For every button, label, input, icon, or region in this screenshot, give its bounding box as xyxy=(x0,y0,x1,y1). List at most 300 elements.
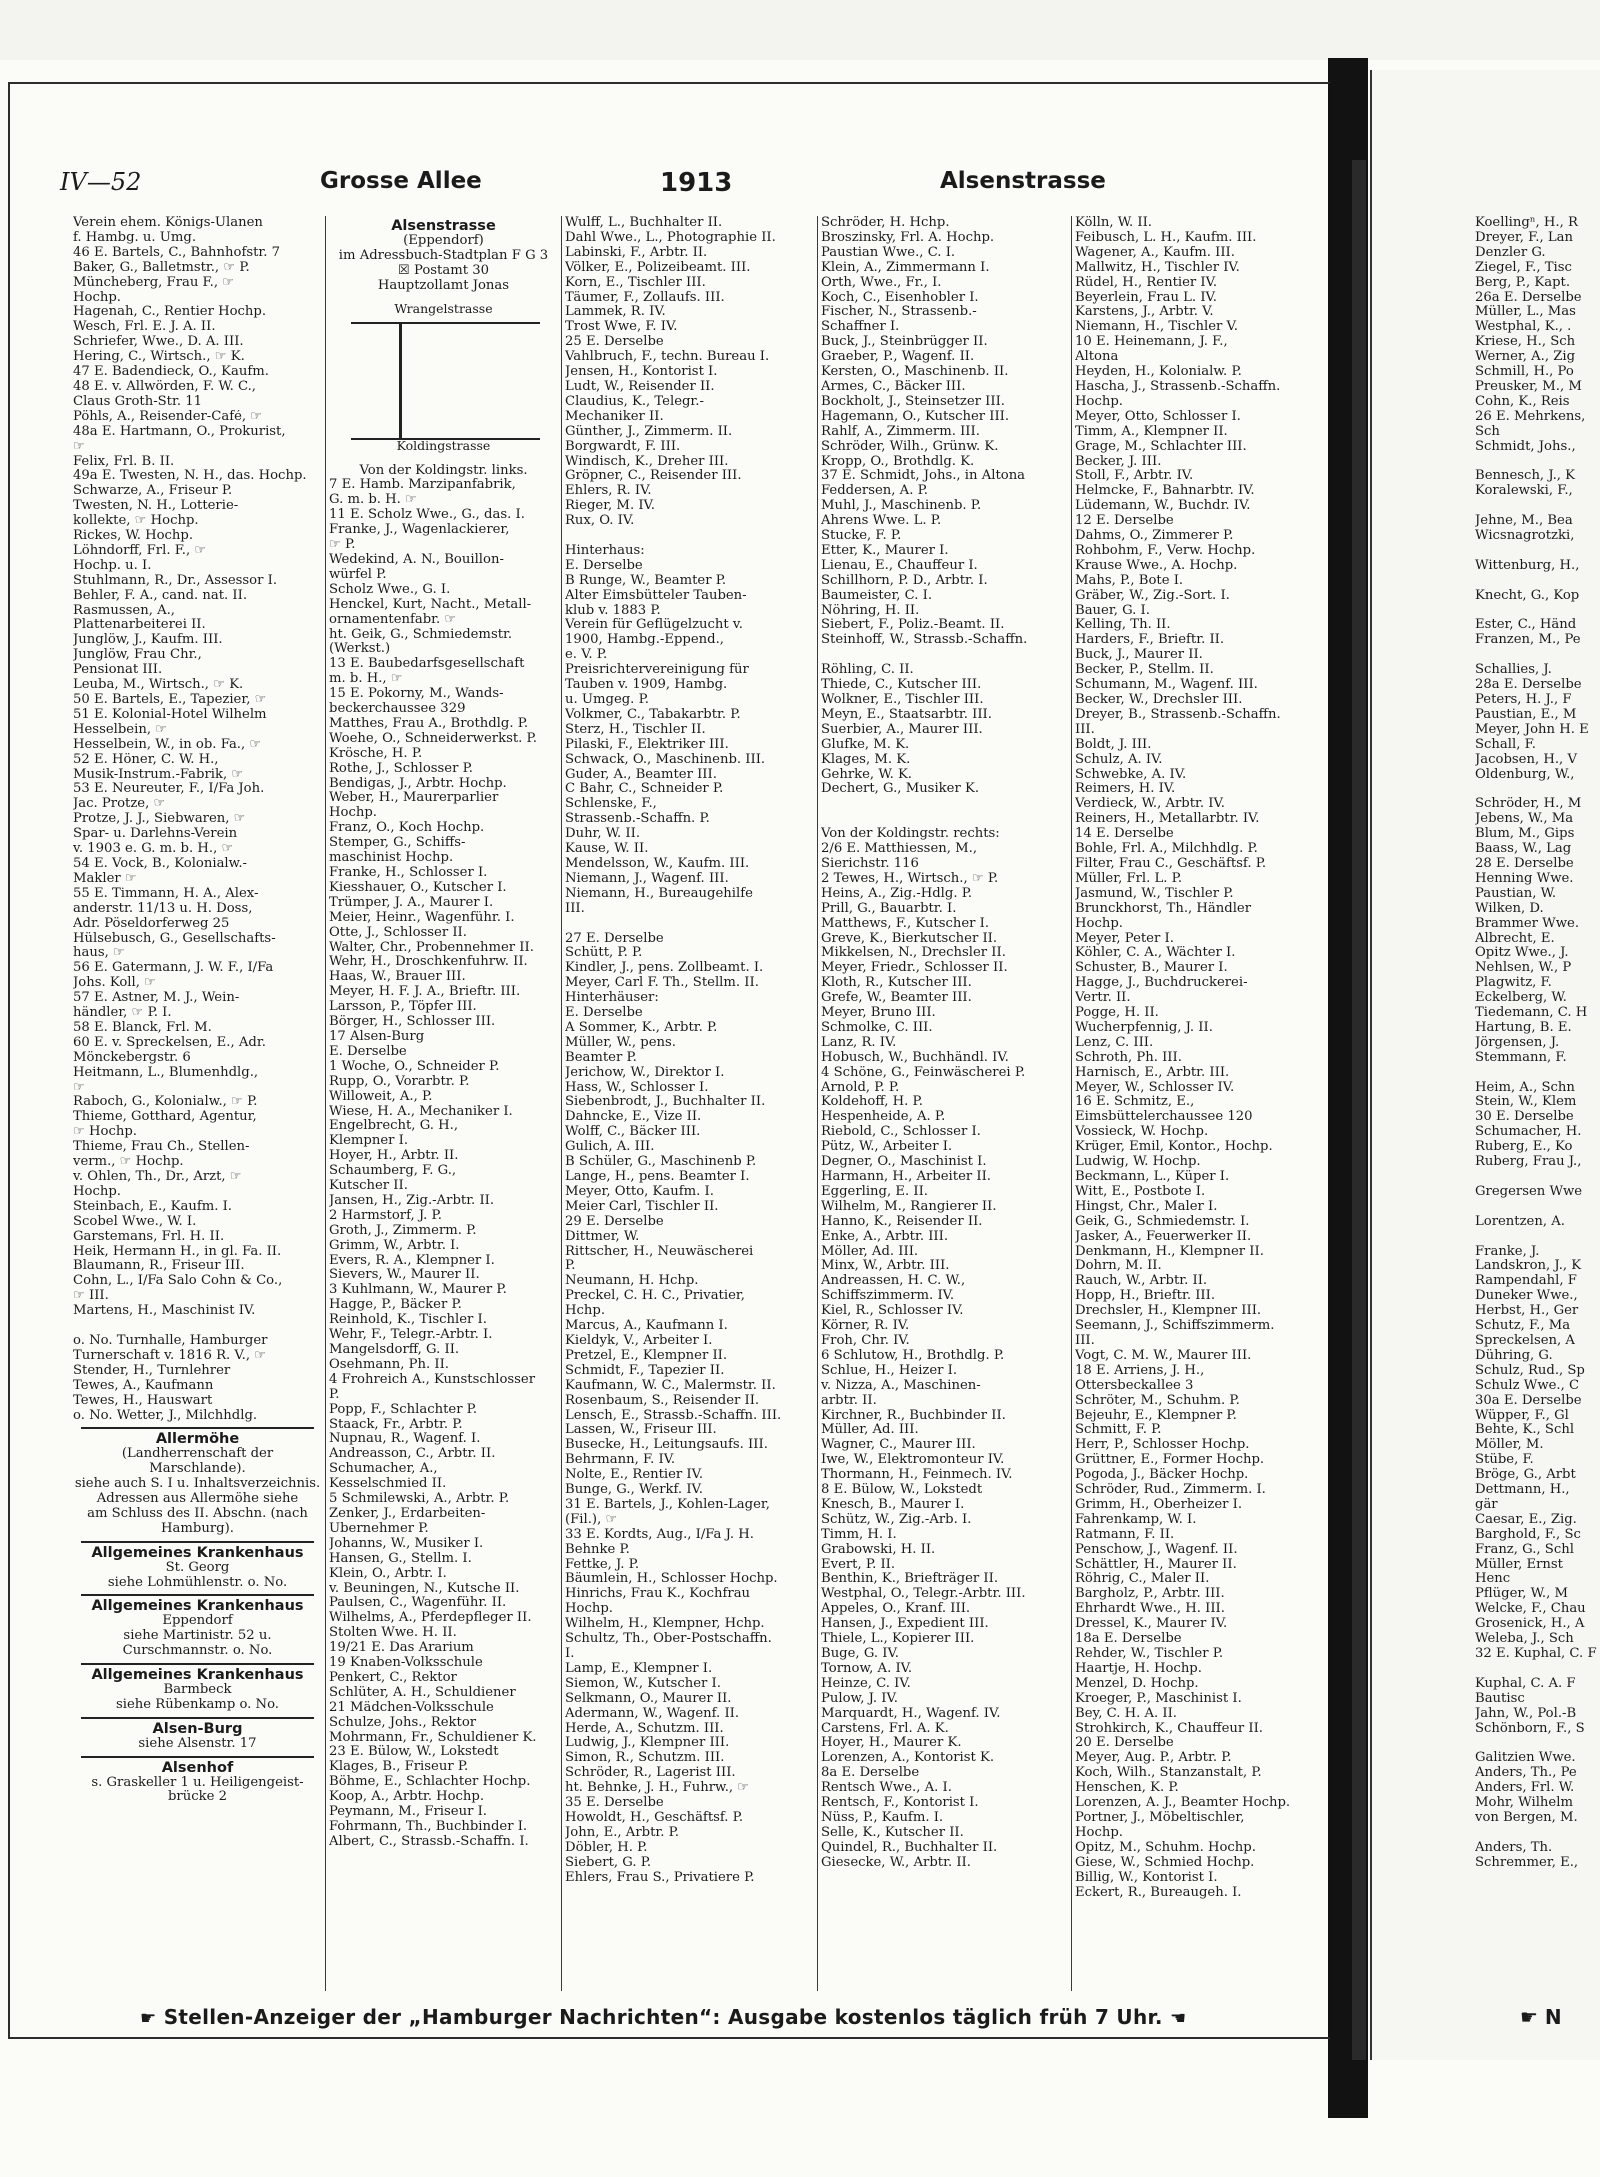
entry-line: Schröder, Rud., Zimmerm. I. xyxy=(1075,1483,1266,1498)
entry-line: 12 E. Derselbe xyxy=(1075,514,1174,529)
entry-line: Pogge, H. II. xyxy=(1075,1006,1159,1021)
facing-page-column xyxy=(1472,216,1600,1991)
entry-line: Heitmann, L., Blumenhdlg., xyxy=(73,1065,259,1080)
entry-line: Beamter P. xyxy=(565,1050,637,1065)
entry-line: Fischer, N., Strassenb.- xyxy=(821,305,977,320)
entry-line: o. No. Turnhalle, Hamburger xyxy=(73,1333,268,1348)
entry-line: Schumann, M., Wagenf. III. xyxy=(1075,678,1258,693)
entry-line: siehe auch S. I u. Inhaltsverzeichnis. xyxy=(74,1477,321,1492)
alsen-burg-heading: Alsen-Burg xyxy=(152,1720,243,1737)
entry-line: 25 E. Derselbe xyxy=(565,335,664,350)
entry-line: 18a E. Derselbe xyxy=(1075,1632,1182,1647)
entry-line: Walter, Chr., Probennehmer II. xyxy=(329,940,534,955)
entry-line: Bey, C. H. A. II. xyxy=(1075,1706,1177,1721)
entry-line: Löhndorff, Frl. F., ☞ xyxy=(73,543,207,558)
entry-line: Sierichstr. 116 xyxy=(821,856,919,871)
entry-line: haus, ☞ xyxy=(73,946,125,961)
entry-line: Muhl, J., Maschinenb. P. xyxy=(821,499,982,514)
entry-line: Rohbohm, F., Verw. Hochp. xyxy=(1075,543,1256,558)
entry-line: Lienau, E., Chauffeur I. xyxy=(821,558,978,573)
entry-line: Schröder, Wilh., Grünw. K. xyxy=(821,439,999,454)
entry-line: siehe Lohmühlenstr. o. No. xyxy=(107,1575,288,1590)
entry-line: Behler, F. A., cand. nat. II. xyxy=(73,588,248,603)
entry-line: Pflüger, W., M xyxy=(1475,1587,1568,1602)
entry-line: Musik-Instrum.-Fabrik, ☞ xyxy=(73,767,244,782)
entry-line: Mönckebergstr. 6 xyxy=(73,1050,191,1065)
entry-line: Meier Carl, Tischler II. xyxy=(565,1199,719,1214)
entry-line: Giese, W., Schmied Hochp. xyxy=(1075,1855,1255,1870)
entry-line: Rothe, J., Schlosser P. xyxy=(329,761,473,776)
entry-line: Schumacher, H. xyxy=(1475,1125,1582,1140)
entry-line: Schulze, Johs., Rektor xyxy=(329,1715,477,1730)
entry-line: Herr, P., Schlosser Hochp. xyxy=(1075,1438,1250,1453)
akh-eppendorf-heading: Allgemeines Krankenhaus xyxy=(91,1598,304,1615)
entry-line: Grimm, H., Oberheizer I. xyxy=(1075,1497,1243,1512)
entry-line: Plagwitz, F. xyxy=(1475,976,1552,991)
entry-line: Paustian Wwe., C. I. xyxy=(821,245,956,260)
entry-line: v. Beuningen, N., Kutsche II. xyxy=(329,1581,520,1596)
entry-line: Hochp. xyxy=(565,1602,613,1617)
entry-line: III. xyxy=(1075,722,1095,737)
entry-line: Börger, H., Schlosser III. xyxy=(329,1015,496,1030)
akh-barmbeck-heading: Allgemeines Krankenhaus xyxy=(91,1667,304,1684)
entry-line: Lamp, E., Klempner I. xyxy=(565,1661,713,1676)
column-2-entries xyxy=(329,478,558,1849)
entry-line: Henckel, Kurt, Nacht., Metall- xyxy=(329,597,532,612)
entry-line: 28a E. Derselbe xyxy=(1475,678,1582,693)
entry-line: Heyden, H., Kolonialw. P. xyxy=(1075,365,1242,380)
entry-line: 54 E. Vock, B., Kolonialw.- xyxy=(73,856,248,871)
entry-line: Grosenick, H., A xyxy=(1475,1617,1585,1632)
entry-line: Franke, H., Schlosser I. xyxy=(329,866,488,880)
entry-line: Hochp. xyxy=(329,806,377,821)
entry-line: Mallwitz, H., Tischler IV. xyxy=(1075,260,1240,275)
entry-line: Greve, K., Bierkutscher II. xyxy=(821,931,998,946)
entry-line: Gehrke, W. K. xyxy=(821,767,912,782)
entry-line: 33 E. Kordts, Aug., I/Fa J. H. xyxy=(565,1527,754,1542)
entry-line: Gregersen Wwe xyxy=(1475,1184,1583,1199)
entry-line: Lensch, E., Strassb.-Schaffn. III. xyxy=(565,1408,782,1423)
entry-line: Hanno, K., Reisender II. xyxy=(821,1214,983,1229)
entry-line: Möller, M. xyxy=(1475,1438,1544,1453)
entry-line: Riebold, C., Schlosser I. xyxy=(821,1125,981,1140)
entry-line xyxy=(1475,499,1597,514)
entry-line: Müller, L., Mas xyxy=(1475,305,1576,320)
entry-line: Bunge, G., Werkf. IV. xyxy=(565,1483,703,1498)
entry-line: Felix, Frl. B. II. xyxy=(73,454,175,469)
entry-line: Fettke, J. P. xyxy=(565,1557,640,1572)
entry-line: Kause, W. II. xyxy=(565,842,649,857)
entry-line: Schultz, Th., Ober-Postschaffn. xyxy=(565,1632,772,1647)
entry-line: Tiedemann, C. H xyxy=(1475,1006,1588,1021)
entry-line: Wulff, L., Buchhalter II. xyxy=(565,216,723,230)
entry-line: Penkert, C., Rektor xyxy=(329,1670,457,1685)
entry-line: Ehrhardt Wwe., H. III. xyxy=(1075,1602,1225,1617)
entry-line: Kirchner, R., Buchbinder II. xyxy=(821,1408,1006,1423)
entry-line: E. Derselbe xyxy=(565,558,643,573)
entry-line: 14 E. Derselbe xyxy=(1075,827,1174,842)
entry-line xyxy=(565,917,814,932)
entry-line: Kuphal, C. A. F xyxy=(1475,1676,1576,1691)
entry-line: Vahlbruch, F., techn. Bureau I. xyxy=(565,350,770,365)
entry-line: Jensen, H., Kontorist I. xyxy=(565,365,718,380)
entry-line: Harnisch, E., Arbtr. III. xyxy=(1075,1065,1230,1080)
entry-line: arbtr. II. xyxy=(821,1393,877,1408)
entry-line: Meyer, H. F. J. A., Brieftr. III. xyxy=(329,985,521,1000)
entry-line: III. xyxy=(565,901,585,916)
entry-line: Paustian, E., M xyxy=(1475,707,1577,722)
entry-line: E. Derselbe xyxy=(565,1006,643,1021)
pointing-hand-icon: ☛ xyxy=(1520,2005,1538,2029)
entry-line: St. Georg xyxy=(165,1560,230,1575)
entry-line: von Bergen, M. xyxy=(1475,1810,1578,1825)
entry-line: Kaufmann, W. C., Malermstr. II. xyxy=(565,1378,776,1393)
entry-line: Kindler, J., pens. Zollbeamt. I. xyxy=(565,961,764,976)
entry-line: Meyer, Otto, Kaufm. I. xyxy=(565,1184,714,1199)
entry-line: 11 E. Scholz Wwe., G., das. I. xyxy=(329,508,525,523)
entry-line: Weleba, J., Sch xyxy=(1475,1632,1574,1647)
entry-line: Beckmann, L., Küper I. xyxy=(1075,1170,1230,1184)
entry-line: 1 Woche, O., Schneider P. xyxy=(329,1059,500,1074)
entry-line: Haas, W., Brauer III. xyxy=(329,970,466,985)
entry-line: Enke, A., Arbtr. III. xyxy=(821,1229,949,1244)
entry-line: G. m. b. H. ☞ xyxy=(329,493,417,508)
entry-line: Hering, C., Wirtsch., ☞ K. xyxy=(73,350,245,365)
entry-line: Hopp, H., Brieftr. III. xyxy=(1075,1289,1216,1304)
entry-line: Dahncke, E., Vize II. xyxy=(565,1110,702,1125)
entry-line: 20 E. Derselbe xyxy=(1075,1736,1174,1751)
entry-line: Krause Wwe., A. Hochp. xyxy=(1075,558,1238,573)
entry-line: Körner, R. IV. xyxy=(821,1319,910,1334)
entry-line: Gräber, W., Zig.-Sort. I. xyxy=(1075,588,1230,603)
entry-line: Schroth, Ph. III. xyxy=(1075,1050,1182,1065)
entry-line: Hinterhaus: xyxy=(565,543,645,558)
entry-line: Denzler G. xyxy=(1475,245,1546,260)
entry-line: Brammer Wwe. xyxy=(1475,916,1580,931)
entry-line: Kutscher II. xyxy=(329,1179,408,1194)
entry-line: Andreasson, C., Arbtr. II. xyxy=(329,1447,496,1462)
entry-line: Hochp. xyxy=(1075,1825,1123,1840)
entry-line: Twesten, N. H., Lotterie- xyxy=(73,499,239,514)
entry-line: Blaumann, R., Friseur III. xyxy=(73,1259,245,1274)
entry-line: Schumacher, A., xyxy=(329,1462,438,1477)
entry-line: Schröder, H., M xyxy=(1475,797,1582,812)
entry-line: 23 E. Bülow, W., Lokstedt xyxy=(329,1745,499,1760)
entry-line xyxy=(1475,1200,1597,1215)
entry-line: beckerchaussee 329 xyxy=(329,702,466,717)
entry-line: Schmitt, F. P. xyxy=(1075,1423,1162,1438)
entry-line: Hochp. xyxy=(1075,916,1123,931)
page-number: IV—52 xyxy=(60,168,142,196)
entry-line: Rupp, O., Vorarbtr. P. xyxy=(329,1074,470,1089)
entry-line: Borgwardt, F. III. xyxy=(565,439,681,454)
entry-line: Wiese, H. A., Mechaniker I. xyxy=(329,1104,513,1119)
entry-line: ☞ P. xyxy=(329,538,356,553)
entry-line: Spreckelsen, A xyxy=(1475,1333,1575,1348)
entry-line: Dittmer, W. xyxy=(565,1229,640,1244)
entry-line: A Sommer, K., Arbtr. P. xyxy=(565,1020,718,1035)
entry-line: Bäumlein, H., Schlosser Hochp. xyxy=(565,1572,778,1587)
entry-line: Schwarze, A., Friseur P. xyxy=(73,484,233,499)
entry-line: Eckelberg, W. xyxy=(1475,991,1567,1006)
entry-line: Hagemann, O., Kutscher III. xyxy=(821,409,1010,424)
entry-line: Mangelsdorff, G. II. xyxy=(329,1343,460,1357)
entry-line: Trost Wwe, F. IV. xyxy=(565,320,678,335)
entry-line: Landskron, J., K xyxy=(1475,1259,1582,1274)
entry-line: Broszinsky, Frl. A. Hochp. xyxy=(821,230,995,245)
entry-line: ☞ III. xyxy=(73,1289,109,1304)
entry-line: Albert, C., Strassb.-Schaffn. I. xyxy=(329,1834,529,1849)
entry-line: Cohn, L., I/Fa Salo Cohn & Co., xyxy=(73,1274,283,1289)
entry-line: Denkmann, H., Klempner II. xyxy=(1075,1244,1264,1259)
entry-line: Henning Wwe. xyxy=(1475,871,1574,886)
entry-line: Schmill, H., Po xyxy=(1475,365,1574,380)
entry-line: 60 E. v. Spreckelsen, E., Adr. xyxy=(73,1035,266,1050)
entry-line: Kropp, O., Brothdlg. K. xyxy=(821,454,975,469)
entry-line: Stübe, F. xyxy=(1475,1453,1534,1468)
entry-line: Tewes, A., Kaufmann xyxy=(73,1378,214,1393)
entry-line: Opitz, M., Schuhm. Hochp. xyxy=(1075,1840,1256,1855)
entry-line: Dettmann, H., xyxy=(1475,1483,1570,1498)
entry-line: Franz, O., Koch Hochp. xyxy=(329,821,485,836)
entry-line: Schröder, R., Lagerist III. xyxy=(565,1766,736,1781)
column-5-entries xyxy=(1075,216,1321,1900)
entry-line: Lorenzen, A., Kontorist K. xyxy=(821,1751,995,1766)
entry-line: I. xyxy=(565,1647,575,1661)
entry-line: Hochp. xyxy=(73,290,121,305)
entry-line: Schulz, Rud., Sp xyxy=(1475,1363,1585,1378)
entry-line: Sterz, H., Tischler II. xyxy=(565,722,706,737)
entry-line: Carstens, Frl. A. K. xyxy=(821,1721,949,1736)
entry-line: Schättler, H., Maurer II. xyxy=(1075,1557,1237,1572)
entry-line: Siebenbrodt, J., Buchhalter II. xyxy=(565,1095,766,1110)
entry-line: Tauben v. 1909, Hambg. xyxy=(565,678,728,693)
entry-line: Schulz, A. IV. xyxy=(1075,752,1163,767)
entry-line: Siebert, G. P. xyxy=(565,1855,652,1870)
alsenhof-lines xyxy=(73,1776,322,1806)
entry-line: Mikkelsen, N., Drechsler II. xyxy=(821,946,1006,961)
entry-line: Jacobsen, H., V xyxy=(1475,752,1577,767)
entry-line: Froh, Chr. IV. xyxy=(821,1333,910,1348)
entry-line: Marquardt, H., Wagenf. IV. xyxy=(821,1706,1001,1721)
entry-line: Seemann, J., Schiffszimmerm. xyxy=(1075,1319,1275,1334)
entry-line: Niemann, H., Tischler V. xyxy=(1075,320,1238,335)
entry-line: Hochp. xyxy=(1075,394,1123,409)
entry-line: 13 E. Baubedarfsgesellschaft xyxy=(329,657,525,672)
entry-line: 19/21 E. Das Ärarium xyxy=(329,1641,474,1656)
entry-line: Verein ehem. Königs-Ulanen xyxy=(73,216,263,230)
entry-line xyxy=(821,812,1068,827)
entry-line: 8a E. Derselbe xyxy=(821,1766,920,1781)
entry-line: Steinhoff, W., Strassb.-Schaffn. xyxy=(821,633,1028,648)
entry-line: s. Graskeller 1 u. Heiligengeist- xyxy=(91,1775,304,1790)
entry-line: 3 Kuhlmann, W., Maurer P. xyxy=(329,1283,507,1298)
entry-line: Rosenbaum, S., Reisender II. xyxy=(565,1393,760,1408)
entry-line: Schall, F. xyxy=(1475,737,1536,752)
entry-line: Völker, E., Polizeibeamt. III. xyxy=(565,260,751,275)
entry-line: Garstemans, Frl. H. II. xyxy=(73,1229,225,1244)
entry-line: Übernehmer P. xyxy=(329,1521,429,1536)
advertisement-text: Stellen-Anzeiger der „Hamburger Nachrichten“: Ausgabe kostenlos täglich früh 7 Uhr. xyxy=(163,2005,1163,2029)
entry-line: Korn, E., Tischler III. xyxy=(565,275,706,290)
entry-line: ht. Behnke, J. H., Fuhrw., ☞ xyxy=(565,1781,750,1796)
entry-line: III. xyxy=(1075,1333,1095,1348)
entry-line: Schaumberg, F. G., xyxy=(329,1164,457,1179)
entry-line: Peymann, M., Friseur I. xyxy=(329,1805,487,1820)
entry-line: Howoldt, H., Geschäftsf. P. xyxy=(565,1810,744,1825)
entry-line: Jerichow, W., Direktor I. xyxy=(565,1065,725,1080)
entry-line: Spar- u. Darlehns-Verein xyxy=(73,827,238,842)
entry-line: u. Umgeg. P. xyxy=(565,693,649,707)
entry-line: Bauer, G. I. xyxy=(1075,603,1150,618)
entry-line: Grabowski, H. II. xyxy=(821,1542,936,1557)
entry-line: Reimers, H. IV. xyxy=(1075,782,1176,797)
entry-line: Graeber, P., Wagenf. II. xyxy=(821,350,975,365)
entry-line: Weber, H., Maurerparlier xyxy=(329,791,499,806)
entry-line: Rentsch Wwe., A. I. xyxy=(821,1781,952,1796)
entry-line: Ehlers, R. IV. xyxy=(565,484,652,499)
entry-line: v. Nizza, A., Maschinen- xyxy=(821,1378,981,1393)
entry-line: Hochp. u. I. xyxy=(73,558,152,573)
entry-line: Grage, M., Schlachter III. xyxy=(1075,439,1247,454)
column-3-entries xyxy=(565,216,814,1886)
entry-line: maschinist Hochp. xyxy=(329,851,454,866)
entry-line: Rahlf, A., Zimmerm. III. xyxy=(821,424,980,439)
entry-line: würfel P. xyxy=(329,567,387,582)
entry-line: ht. Geik, G., Schmiedemstr. xyxy=(329,627,513,642)
alsenhof-heading: Alsenhof xyxy=(161,1759,234,1776)
entry-line: Minx, W., Arbtr. III. xyxy=(821,1259,950,1274)
entry-line: brücke 2 xyxy=(167,1790,227,1805)
entry-line xyxy=(73,1319,322,1334)
entry-line: Turnerschaft v. 1816 R. V., ☞ xyxy=(73,1348,267,1363)
entry-line: Hauptzollamt Jonas xyxy=(377,278,510,293)
entry-line: Hansen, G., Stellm. I. xyxy=(329,1551,472,1566)
entry-line: Harders, F., Brieftr. II. xyxy=(1075,633,1225,648)
entry-line: Matthes, Frau A., Brothdlg. P. xyxy=(329,716,529,731)
entry-line: Ziegel, F., Tisc xyxy=(1475,260,1572,275)
entry-line: Feddersen, A. P. xyxy=(821,484,928,499)
entry-line: Caesar, E., Zig. xyxy=(1475,1512,1577,1527)
entry-line: B Schüler, G., Maschinenb P. xyxy=(565,1155,757,1170)
entry-line: Timm, H. I. xyxy=(821,1527,897,1542)
entry-line: Thiede, C., Kutscher III. xyxy=(821,678,982,693)
entry-line: Schwack, O., Maschinenb. III. xyxy=(565,752,766,767)
entry-line: 1900, Hambg.-Eppend., xyxy=(565,633,724,648)
entry-line: Dechert, G., Musiker K. xyxy=(821,782,980,797)
entry-line: Kloth, R., Kutscher III. xyxy=(821,976,972,991)
section-divider xyxy=(81,1717,314,1719)
entry-line: Hespenheide, A. P. xyxy=(821,1110,946,1125)
entry-line: 57 E. Astner, M. J., Wein- xyxy=(73,991,240,1006)
entry-line: Eckert, R., Bureaugeh. I. xyxy=(1075,1885,1242,1900)
entry-line: Knesch, B., Maurer I. xyxy=(821,1497,965,1512)
entry-line: Dahl Wwe., L., Photographie II. xyxy=(565,230,776,245)
entry-line: Wagener, A., Kaufm. III. xyxy=(1075,245,1235,260)
entry-line: John, E., Arbtr. P. xyxy=(565,1825,679,1840)
section-divider xyxy=(81,1663,314,1665)
entry-line: Rüdel, H., Rentier IV. xyxy=(1075,275,1218,290)
entry-line: Claudius, K., Telegr.- xyxy=(565,394,704,409)
entry-line: Mohrmann, Fr., Schuldiener K. xyxy=(329,1730,537,1745)
entry-line: Thormann, H., Feinmech. IV. xyxy=(821,1468,1013,1483)
entry-line: Nöhring, H. II. xyxy=(821,603,920,618)
entry-line: anderstr. 11/13 u. H. Doss, xyxy=(73,901,253,916)
entry-line: Westphal, K., . xyxy=(1475,320,1572,335)
entry-line: Zenker, J., Erdarbeiten- xyxy=(329,1506,486,1521)
entry-line: Hagenah, C., Rentier Hochp. xyxy=(73,305,267,320)
entry-line: Hagge, P., Bäcker P. xyxy=(329,1298,462,1313)
entry-line: Kersten, O., Maschinenb. II. xyxy=(821,365,1009,380)
entry-line: Ludwig, W. Hochp. xyxy=(1075,1155,1201,1170)
entry-line: Hülsebusch, G., Gesellschafts- xyxy=(73,931,276,946)
entry-line: Niemann, J., Wagenf. III. xyxy=(565,871,729,886)
entry-line: Schuster, B., Maurer I. xyxy=(1075,961,1228,976)
entry-line xyxy=(821,648,1068,663)
entry-line: Vossieck, W. Hochp. xyxy=(1075,1125,1209,1140)
entry-line: Werner, A., Zig xyxy=(1475,350,1576,365)
entry-line: am Schluss des II. Abschn. (nach xyxy=(87,1506,308,1521)
entry-line: Rieger, M. IV. xyxy=(565,499,655,514)
entry-line: Rittscher, H., Neuwäscherei xyxy=(565,1244,754,1259)
entry-line: Hagge, J., Buchdruckerei- xyxy=(1075,976,1248,991)
entry-line: Guder, A., Beamter III. xyxy=(565,767,717,782)
entry-line: Pogoda, J., Bäcker Hochp. xyxy=(1075,1468,1249,1483)
entry-line: Meyer, Carl F. Th., Stellm. II. xyxy=(565,976,759,991)
entry-line: Kiesshauer, O., Kutscher I. xyxy=(329,880,507,895)
entry-line: Meyer, Friedr., Schlosser II. xyxy=(821,961,1008,976)
entry-line: Hascha, J., Strassenb.-Schaffn. xyxy=(1075,379,1281,394)
entry-line: Dressel, K., Maurer IV. xyxy=(1075,1617,1228,1632)
entry-line: Baumeister, C. I. xyxy=(821,588,933,603)
entry-line: Makler ☞ xyxy=(73,871,137,886)
entry-line: Wolff, C., Bäcker III. xyxy=(565,1125,701,1140)
column-4 xyxy=(818,216,1072,1991)
entry-line: 58 E. Blanck, Frl. M. xyxy=(73,1020,212,1035)
page-header xyxy=(20,168,1320,208)
entry-line: Meyer, John H. E xyxy=(1475,722,1589,737)
entry-line: Benthin, K., Briefträger II. xyxy=(821,1572,999,1587)
entry-line xyxy=(1475,1066,1597,1081)
entry-line: Karstens, J., Arbtr. V. xyxy=(1075,305,1214,320)
entry-line: 28 E. Derselbe xyxy=(1475,856,1574,871)
entry-line: Verein für Geflügelzucht v. xyxy=(565,618,743,633)
entry-line: Koldehoff, H. P. xyxy=(821,1095,923,1110)
entry-line: Schlenske, F., xyxy=(565,797,657,812)
entry-line: Eimsbüttelerchaussee 120 xyxy=(1075,1110,1253,1125)
entry-line: Suerbier, A., Maurer III. xyxy=(821,722,983,737)
entry-line: Adermann, W., Wagenf. II. xyxy=(565,1706,740,1721)
entry-line: Menzel, D. Hochp. xyxy=(1075,1676,1199,1691)
entry-line: Bennesch, J., K xyxy=(1475,469,1576,484)
entry-line: Hinrichs, Frau K., Kochfrau xyxy=(565,1587,751,1602)
facing-page-footer xyxy=(1520,2005,1562,2029)
entry-line: Jac. Protze, ☞ xyxy=(73,797,166,812)
entry-line: Müller, Ernst xyxy=(1475,1557,1563,1572)
entry-line: Becker, J. III. xyxy=(1075,454,1162,469)
entry-line: Henschen, K. P. xyxy=(1075,1781,1179,1796)
entry-line: Jahn, W., Pol.-B xyxy=(1475,1706,1577,1721)
entry-line: Schulz Wwe., C xyxy=(1475,1378,1580,1393)
entry-line: Junglöw, J., Kaufm. III. xyxy=(73,633,223,648)
entry-line: Giesecke, W., Arbtr. II. xyxy=(821,1855,971,1870)
entry-line: (Werkst.) xyxy=(329,642,391,657)
advertisement-footer xyxy=(140,2005,1330,2035)
entry-line: 56 E. Gatermann, J. W. F., I/Fa xyxy=(73,961,274,976)
column-5 xyxy=(1072,216,1324,1991)
entry-line: 48a E. Hartmann, O., Prokurist, xyxy=(73,424,286,439)
entry-line: Kelling, Th. II. xyxy=(1075,618,1171,633)
